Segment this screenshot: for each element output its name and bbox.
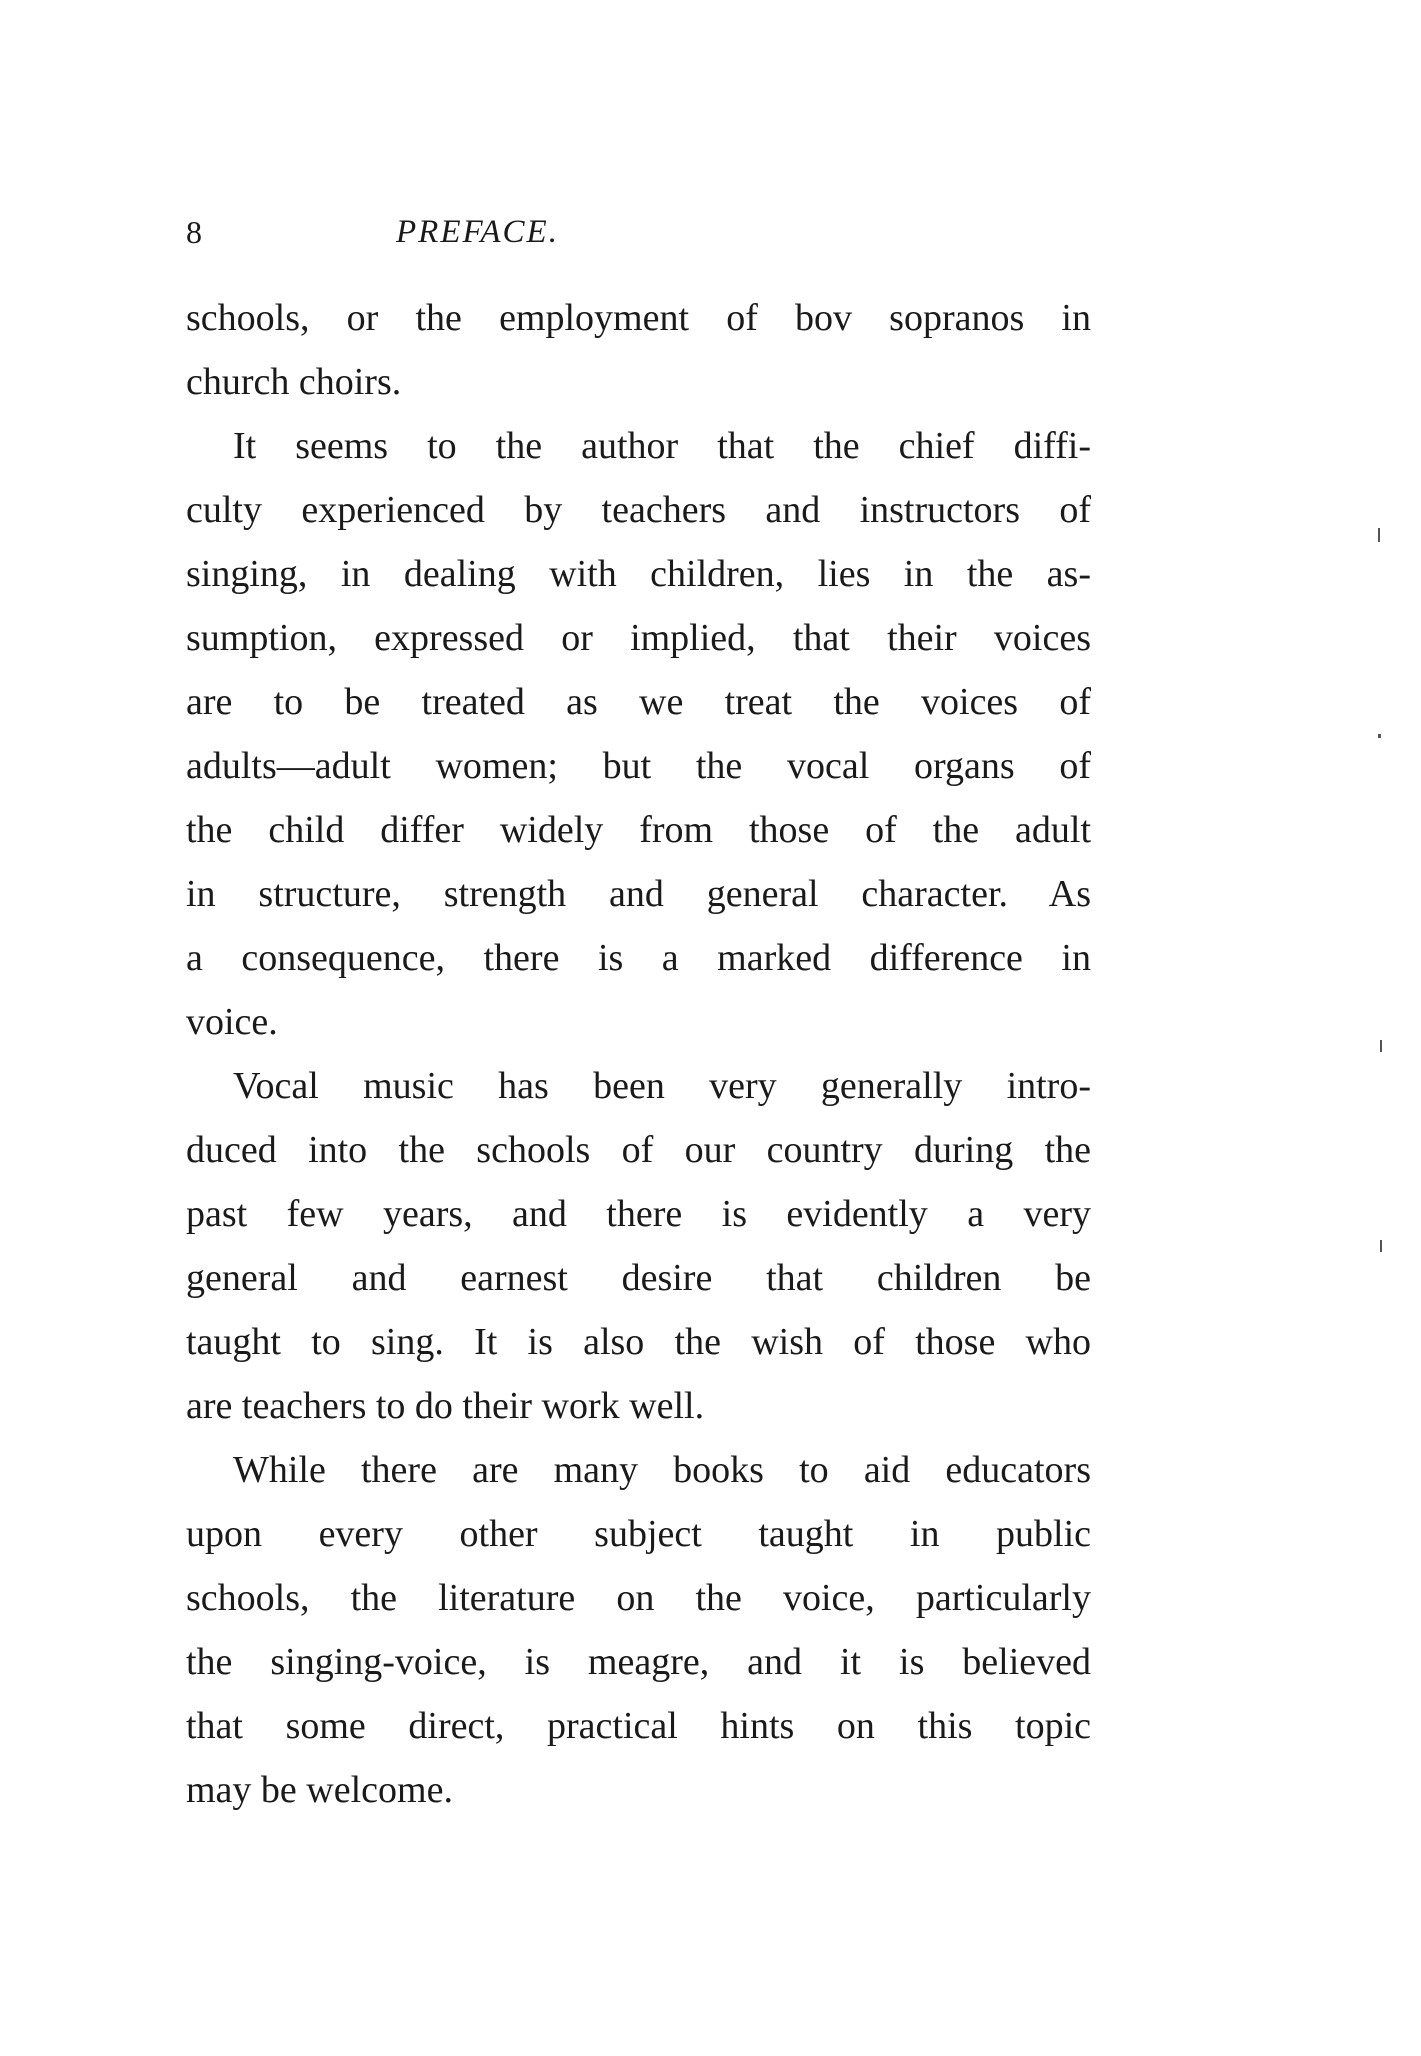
margin-speck: [1380, 1240, 1382, 1252]
text-line: may be welcome.: [186, 1769, 453, 1811]
text-line: that some direct, practical hints on this topic: [186, 1705, 1091, 1747]
page-header: [186, 212, 1091, 252]
text-line: culty experienced by teachers and instructors of: [186, 489, 1091, 531]
text-line: are teachers to do their work well.: [186, 1385, 705, 1427]
text-line: singing, in dealing with children, lies in the as-: [186, 553, 1091, 595]
text-line: the singing-voice, is meagre, and it is believed: [186, 1641, 1091, 1683]
text-line: It seems to the author that the chief diffi-: [233, 425, 1091, 467]
text-line: a consequence, there is a marked difference in: [186, 937, 1091, 979]
text-line: schools, or the employment of bov sopranos in: [186, 297, 1091, 339]
margin-speck: [1378, 528, 1380, 542]
text-line: While there are many books to aid educators: [233, 1449, 1091, 1491]
margin-speck: [1380, 1040, 1382, 1052]
text-line: Vocal music has been very generally intro-: [233, 1065, 1091, 1107]
text-line: church choirs.: [186, 361, 402, 403]
text-line: schools, the literature on the voice, particularly: [186, 1577, 1091, 1619]
text-line: duced into the schools of our country during the: [186, 1129, 1091, 1171]
text-line: upon every other subject taught in public: [186, 1513, 1091, 1555]
text-line: sumption, expressed or implied, that their voices: [186, 617, 1091, 659]
margin-speck: [1378, 734, 1381, 738]
text-line: adults—adult women; but the vocal organs of: [186, 745, 1091, 787]
text-line: voice.: [186, 1001, 278, 1043]
text-line: in structure, strength and general character. As: [186, 873, 1091, 915]
text-line: are to be treated as we treat the voices of: [186, 681, 1091, 723]
page-number: 8: [186, 214, 202, 250]
text-line: general and earnest desire that children be: [186, 1257, 1091, 1299]
body-text: [186, 286, 1091, 1822]
text-line: taught to sing. It is also the wish of those who: [186, 1321, 1091, 1363]
text-line: past few years, and there is evidently a very: [186, 1193, 1091, 1235]
text-line: the child differ widely from those of the adult: [186, 809, 1091, 851]
running-head: PREFACE.: [396, 214, 559, 250]
